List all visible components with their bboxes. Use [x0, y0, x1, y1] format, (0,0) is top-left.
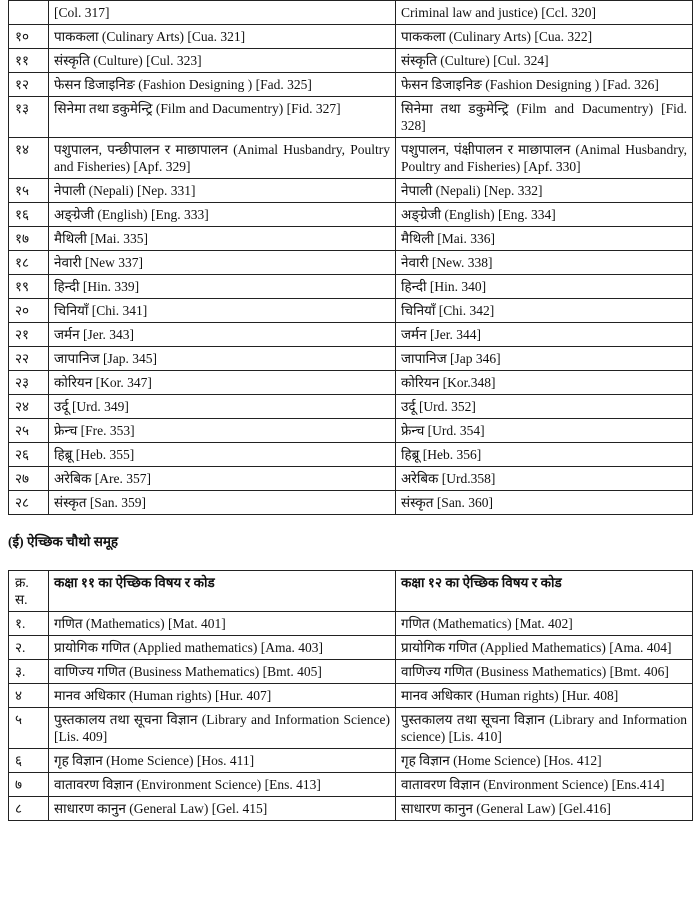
table-row — [9, 25, 693, 49]
grade11-subject: जर्मन [Jer. 343] — [49, 323, 396, 347]
table-row — [9, 419, 693, 443]
row-number: २१ — [9, 323, 49, 347]
table-row — [9, 299, 693, 323]
grade11-subject: [Col. 317] — [49, 1, 396, 25]
grade11-subject: वातावरण विज्ञान (Environment Science) [Ens. 413] — [49, 773, 396, 797]
table-row — [9, 347, 693, 371]
grade11-subject: सिनेमा तथा डकुमेन्ट्रि (Film and Dacumentry) [Fid. 327] — [49, 97, 396, 138]
table-row — [9, 97, 693, 138]
subjects-table-continued — [8, 0, 693, 515]
row-number: २० — [9, 299, 49, 323]
grade12-subject: वाणिज्य गणित (Business Mathematics) [Bmt. 406] — [396, 660, 693, 684]
table-row — [9, 684, 693, 708]
table-row — [9, 227, 693, 251]
row-number: ६ — [9, 749, 49, 773]
row-number: १७ — [9, 227, 49, 251]
grade12-subject: नेपाली (Nepali) [Nep. 332] — [396, 179, 693, 203]
grade11-header: कक्षा ११ का ऐच्छिक विषय र कोड — [49, 571, 396, 612]
row-number: १४ — [9, 138, 49, 179]
table-row — [9, 636, 693, 660]
table-row — [9, 443, 693, 467]
table-row — [9, 708, 693, 749]
grade12-subject: Criminal law and justice) [Ccl. 320] — [396, 1, 693, 25]
grade11-subject: उर्दू [Urd. 349] — [49, 395, 396, 419]
grade12-header: कक्षा १२ का ऐच्छिक विषय र कोड — [396, 571, 693, 612]
document-page — [8, 0, 692, 821]
table-row — [9, 612, 693, 636]
table-row — [9, 323, 693, 347]
row-number: २४ — [9, 395, 49, 419]
row-number: ३. — [9, 660, 49, 684]
grade12-subject: मानव अधिकार (Human rights) [Hur. 408] — [396, 684, 693, 708]
table-row — [9, 73, 693, 97]
row-number: ८ — [9, 797, 49, 821]
grade12-subject: संस्कृत [San. 360] — [396, 491, 693, 515]
grade12-subject: पाककला (Culinary Arts) [Cua. 322] — [396, 25, 693, 49]
row-number: २७ — [9, 467, 49, 491]
grade12-subject: प्रायोगिक गणित (Applied Mathematics) [Ama. 404] — [396, 636, 693, 660]
grade11-subject: वाणिज्य गणित (Business Mathematics) [Bmt. 405] — [49, 660, 396, 684]
table-row — [9, 49, 693, 73]
row-number: ५ — [9, 708, 49, 749]
table-row — [9, 371, 693, 395]
row-number: १९ — [9, 275, 49, 299]
row-number: २५ — [9, 419, 49, 443]
table-row — [9, 1, 693, 25]
table-row — [9, 467, 693, 491]
grade11-subject: पुस्तकालय तथा सूचना विज्ञान (Library and Information Science) [Lis. 409] — [49, 708, 396, 749]
grade12-subject: पशुपालन, पंक्षीपालन र माछापालन (Animal Husbandry, Poultry and Fisheries) [Apf. 330] — [396, 138, 693, 179]
grade11-subject: फेसन डिजाइनिङ (Fashion Designing ) [Fad. 325] — [49, 73, 396, 97]
grade11-subject: संस्कृत [San. 359] — [49, 491, 396, 515]
grade11-subject: मैथिली [Mai. 335] — [49, 227, 396, 251]
grade12-subject: गृह विज्ञान (Home Science) [Hos. 412] — [396, 749, 693, 773]
table-row — [9, 395, 693, 419]
table-row — [9, 275, 693, 299]
grade12-subject: हिब्रू [Heb. 356] — [396, 443, 693, 467]
grade12-subject: अरेबिक [Urd.358] — [396, 467, 693, 491]
grade11-subject: पाककला (Culinary Arts) [Cua. 321] — [49, 25, 396, 49]
grade12-subject: पुस्तकालय तथा सूचना विज्ञान (Library and Information science) [Lis. 410] — [396, 708, 693, 749]
grade11-subject: संस्कृति (Culture) [Cul. 323] — [49, 49, 396, 73]
grade12-subject: हिन्दी [Hin. 340] — [396, 275, 693, 299]
table-row — [9, 660, 693, 684]
grade12-subject: गणित (Mathematics) [Mat. 402] — [396, 612, 693, 636]
grade11-subject: नेपाली (Nepali) [Nep. 331] — [49, 179, 396, 203]
row-number: १० — [9, 25, 49, 49]
table-row — [9, 251, 693, 275]
table-row — [9, 797, 693, 821]
grade12-subject: नेवारी [New. 338] — [396, 251, 693, 275]
table-row — [9, 179, 693, 203]
row-number: १३ — [9, 97, 49, 138]
grade11-subject: फ्रेन्च [Fre. 353] — [49, 419, 396, 443]
grade12-subject: जापानिज [Jap 346] — [396, 347, 693, 371]
table-row — [9, 138, 693, 179]
grade12-subject: उर्दू [Urd. 352] — [396, 395, 693, 419]
row-number: २. — [9, 636, 49, 660]
table-row — [9, 491, 693, 515]
grade12-subject: अङ्ग्रेजी (English) [Eng. 334] — [396, 203, 693, 227]
row-number: ११ — [9, 49, 49, 73]
row-number: १८ — [9, 251, 49, 275]
grade11-subject: पशुपालन, पन्छीपालन र माछापालन (Animal Husbandry, Poultry and Fisheries) [Apf. 329] — [49, 138, 396, 179]
row-number: १५ — [9, 179, 49, 203]
table-header-row — [9, 571, 693, 612]
grade11-subject: अङ्ग्रेजी (English) [Eng. 333] — [49, 203, 396, 227]
table-row — [9, 203, 693, 227]
table-row — [9, 749, 693, 773]
grade11-subject: कोरियन [Kor. 347] — [49, 371, 396, 395]
row-number: ७ — [9, 773, 49, 797]
serial-header: क्र. स. — [9, 571, 49, 612]
row-number: १६ — [9, 203, 49, 227]
grade11-subject: हिन्दी [Hin. 339] — [49, 275, 396, 299]
grade12-subject: सिनेमा तथा डकुमेन्ट्रि (Film and Dacumentry) [Fid. 328] — [396, 97, 693, 138]
grade12-subject: फेसन डिजाइनिङ (Fashion Designing ) [Fad. 326] — [396, 73, 693, 97]
table-row — [9, 773, 693, 797]
optional-fourth-group-table — [8, 570, 693, 821]
grade12-subject: चिनियाँ [Chi. 342] — [396, 299, 693, 323]
row-number: २२ — [9, 347, 49, 371]
row-number — [9, 1, 49, 25]
grade12-subject: फ्रेन्च [Urd. 354] — [396, 419, 693, 443]
grade12-subject: वातावरण विज्ञान (Environment Science) [Ens.414] — [396, 773, 693, 797]
grade11-subject: हिब्रू [Heb. 355] — [49, 443, 396, 467]
row-number: १. — [9, 612, 49, 636]
grade12-subject: संस्कृति (Culture) [Cul. 324] — [396, 49, 693, 73]
row-number: २६ — [9, 443, 49, 467]
grade11-subject: गृह विज्ञान (Home Science) [Hos. 411] — [49, 749, 396, 773]
row-number: १२ — [9, 73, 49, 97]
grade11-subject: मानव अधिकार (Human rights) [Hur. 407] — [49, 684, 396, 708]
row-number: २३ — [9, 371, 49, 395]
grade12-subject: कोरियन [Kor.348] — [396, 371, 693, 395]
grade11-subject: साधारण कानुन (General Law) [Gel. 415] — [49, 797, 396, 821]
grade11-subject: गणित (Mathematics) [Mat. 401] — [49, 612, 396, 636]
grade12-subject: मैथिली [Mai. 336] — [396, 227, 693, 251]
row-number: ४ — [9, 684, 49, 708]
grade11-subject: अरेबिक [Are. 357] — [49, 467, 396, 491]
grade11-subject: प्रायोगिक गणित (Applied mathematics) [Ama. 403] — [49, 636, 396, 660]
grade12-subject: जर्मन [Jer. 344] — [396, 323, 693, 347]
grade11-subject: जापानिज [Jap. 345] — [49, 347, 396, 371]
grade11-subject: चिनियाँ [Chi. 341] — [49, 299, 396, 323]
section-heading: (ई) ऐच्छिक चौथो समूह — [8, 534, 119, 549]
row-number: २८ — [9, 491, 49, 515]
grade11-subject: नेवारी [New 337] — [49, 251, 396, 275]
grade12-subject: साधारण कानुन (General Law) [Gel.416] — [396, 797, 693, 821]
